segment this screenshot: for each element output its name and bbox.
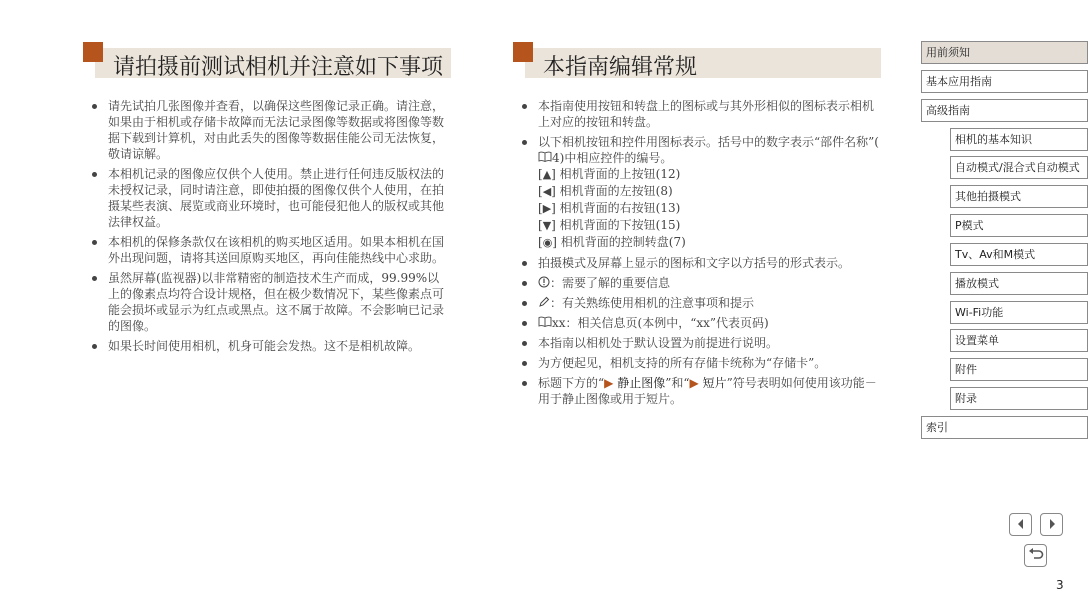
list-item: 本相机的保修条款仅在该相机的购买地区适用。如果本相机在国外出现问题，请将其送回原购买地区，再向佳能热线中心求助。 [92,234,450,266]
left-button-icon: ◀ [542,185,552,198]
nav-item-auto-mode[interactable]: 自动模式/混合式自动模式 [950,156,1088,179]
nav-item-wifi[interactable]: Wi-Fi功能 [950,301,1088,324]
nav-item-before-use[interactable]: 用前须知 [921,41,1088,64]
left-bullet-list [92,98,450,358]
page-ref-link[interactable]: 4 [552,151,560,165]
next-page-button[interactable] [1040,513,1063,536]
up-button-icon: ▲ [542,168,552,181]
section-marker-square [83,42,103,62]
nav-item-basic-guide[interactable]: 基本应用指南 [921,70,1088,93]
list-item-text: ”符号表明如何使用该功能－用于静止图像或用于短片。 [538,376,877,406]
nav-item-camera-basics[interactable]: 相机的基本知识 [950,128,1088,151]
left-section-title: 请拍摄前测试相机并注意如下事项 [113,55,444,80]
nav-item-appendix[interactable]: 附录 [950,387,1088,410]
play-arrow-icon: ▶ [604,376,614,390]
list-item-text: 以下相机按钮和控件用图标表示。括号中的数字表示“部件名称”( [538,135,879,149]
nav-item-tv-av-m-mode[interactable]: Tv、Av和M模式 [950,243,1088,266]
list-item [522,335,882,351]
control-label: 相机背面的控制转盘(7) [560,235,686,249]
list-item-text: 标题下方的“ [538,376,605,390]
list-item [522,375,882,407]
list-item [522,255,882,271]
control-label: 相机背面的右按钮(13) [559,201,681,215]
list-item-text: 本指南以相机处于默认设置为前提进行说明。 [538,336,779,350]
still-image-label: 静止图像 [617,376,666,390]
left-section-header [95,48,451,78]
book-icon [538,151,552,165]
control-line: [◀] 相机背面的左按钮(8) [538,184,673,198]
control-line: [▼] 相机背面的下按钮(15) [538,218,681,232]
return-button[interactable] [1024,544,1047,567]
control-line: [◉] 相机背面的控制转盘(7) [538,235,686,249]
control-icon-list [538,166,882,251]
nav-item-p-mode[interactable]: P模式 [950,214,1088,237]
list-item-text: ”和“ [665,376,690,390]
list-item [522,98,882,130]
list-item [522,315,882,331]
list-item: 如果长时间使用相机，机身可能会发热。这不是相机故障。 [92,338,450,354]
list-item-text: 为方便起见，相机支持的所有存储卡统称为“存储卡”。 [538,356,827,370]
right-section-title: 本指南编辑常规 [543,55,698,80]
control-label: 相机背面的下按钮(15) [559,218,681,232]
control-dial-icon: ◉ [542,236,553,249]
movie-label: 短片 [702,376,727,390]
prev-page-button[interactable] [1009,513,1032,536]
nav-item-accessories[interactable]: 附件 [950,358,1088,381]
nav-item-index[interactable]: 索引 [921,416,1088,439]
nav-item-other-modes[interactable]: 其他拍摄模式 [950,185,1088,208]
nav-item-playback-mode[interactable]: 播放模式 [950,272,1088,295]
page-number: 3 [1056,578,1064,592]
right-button-icon: ▶ [542,202,552,215]
list-item [522,275,882,291]
prev-page-icon [1015,515,1027,534]
section-marker-square [513,42,533,62]
list-item-text: ：有关熟练使用相机的注意事项和提示 [550,296,755,310]
list-item: 请先试拍几张图像并查看，以确保这些图像记录正确。请注意，如果由于相机或存储卡故障而无法记录图像等数据或将图像等数据下载到计算机，对由此丢失的图像等数据佳能公司无法恢复，敬请谅解。 [92,98,450,162]
book-icon [538,316,552,330]
list-item-text: )中相应控件的编号。 [559,151,673,165]
down-button-icon: ▼ [542,219,552,232]
return-icon [1028,546,1044,565]
list-item-text: 本指南使用按钮和转盘上的图标或与其外形相似的图标表示相机上对应的按钮和转盘。 [538,99,875,129]
pencil-icon [538,296,550,310]
next-page-icon [1046,515,1058,534]
play-arrow-icon: ▶ [689,376,699,390]
right-bullet-list [522,98,882,411]
nav-item-setup-menu[interactable]: 设置菜单 [950,329,1088,352]
list-item: 本相机记录的图像应仅供个人使用。禁止进行任何违反版权法的未授权记录，同时请注意，即使拍摄的图像仅供个人使用，在拍摄某些表演、展览或商业环境时，也可能侵犯他人的版权或其他法律权益。 [92,166,450,230]
control-label: 相机背面的上按钮(12) [559,167,681,181]
list-item [522,295,882,311]
control-label: 相机背面的左按钮(8) [559,184,673,198]
list-item-text: 拍摄模式及屏幕上显示的图标和文字以方括号的形式表示。 [538,256,851,270]
list-item [522,355,882,371]
nav-item-advanced-guide[interactable]: 高级指南 [921,99,1088,122]
list-item-text: xx：相关信息页(本例中，“xx”代表页码) [552,316,769,330]
control-line: [▶] 相机背面的右按钮(13) [538,201,681,215]
right-section-header [525,48,881,78]
important-icon [538,276,550,290]
control-line: [▲] 相机背面的上按钮(12) [538,167,681,181]
list-item [522,134,882,251]
list-item-text: ：需要了解的重要信息 [550,276,671,290]
list-item: 虽然屏幕(监视器)以非常精密的制造技术生产而成，99.99%以上的像素点均符合设计规格，但在极少数情况下，某些像素点可能会损坏或显示为红点或黑点。这不属于故障。不会影响已记录的图像。 [92,270,450,334]
